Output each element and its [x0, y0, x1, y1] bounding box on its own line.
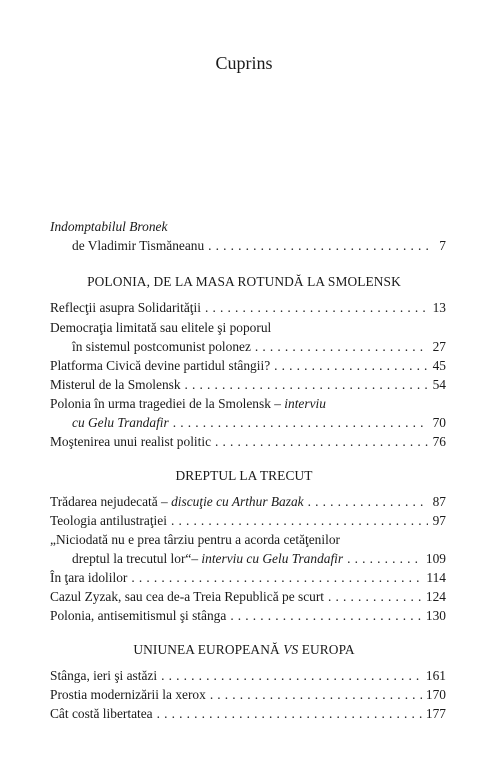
- toc-entry[interactable]: [50, 356, 446, 375]
- entry-title: Moştenirea unui realist politic: [50, 434, 212, 449]
- toc-entry[interactable]: [50, 318, 446, 356]
- entry-page: 70: [432, 415, 446, 430]
- entry-title: Prostia modernizării la xerox: [50, 687, 206, 702]
- entry-page: 27: [432, 339, 446, 354]
- section-heading: [0, 640, 488, 659]
- entry-title: „Niciodată nu e prea târziu pentru a acorda cetăţenilor: [50, 532, 340, 547]
- entry-page: 87: [432, 494, 446, 509]
- toc-entry[interactable]: [50, 394, 446, 432]
- entry-title: Platforma Civică devine partidul stângii?: [50, 358, 271, 373]
- entry-page: 76: [432, 434, 446, 449]
- leader-dots: [328, 587, 422, 606]
- section-heading-text: UNIUNEA EUROPEANĂ: [133, 642, 284, 657]
- entry-page: 109: [425, 551, 446, 566]
- toc-entry[interactable]: [50, 375, 446, 394]
- leader-dots: [131, 568, 422, 587]
- entry-title: Reflecţii asupra Solidarităţii: [50, 300, 201, 315]
- entry-title: Polonia în urma tragediei de la Smolensk –: [50, 396, 285, 411]
- entry-title: Democraţia limitată sau elitele şi poporul: [50, 320, 272, 335]
- leader-dots: [210, 685, 422, 704]
- leader-dots: [185, 375, 428, 394]
- entry-page: 124: [425, 589, 446, 604]
- leader-dots: [274, 356, 428, 375]
- entry-page: 170: [425, 687, 446, 702]
- entry-title: Cât costă libertatea: [50, 706, 153, 721]
- toc-entry[interactable]: [50, 492, 446, 511]
- entry-title: Indomptabilul Bronek: [50, 219, 168, 234]
- entry-page: 45: [432, 358, 446, 373]
- entry-title-italic: interviu cu Gelu Trandafir: [201, 551, 344, 566]
- section-heading: DREPTUL LA TRECUT: [175, 468, 313, 483]
- entry-title: Teologia antilustraţiei: [50, 513, 167, 528]
- leader-dots: [347, 549, 422, 568]
- toc-entry[interactable]: [50, 666, 446, 685]
- section-heading: POLONIA, DE LA MASA ROTUNDĂ LA SMOLENSK: [87, 274, 401, 289]
- leader-dots: [171, 511, 428, 530]
- entry-title-italic: discuţie cu Arthur Bazak: [171, 494, 304, 509]
- toc-entry[interactable]: [50, 298, 446, 317]
- entry-title: Cazul Zyzak, sau cea de-a Treia Republică pe scurt: [50, 589, 325, 604]
- entry-page: 130: [425, 608, 446, 623]
- entry-page: 114: [426, 570, 446, 585]
- entry-title: Stânga, ieri şi astăzi: [50, 668, 158, 683]
- entry-title: Misterul de la Smolensk: [50, 377, 181, 392]
- entry-title-cont: în sistemul postcomunist polonez: [72, 339, 251, 354]
- entry-line: [50, 217, 446, 236]
- entry-title: În ţara idolilor: [50, 570, 128, 585]
- entry-page: 161: [425, 668, 446, 683]
- entry-line: [50, 236, 446, 255]
- toc-entry-intro[interactable]: [50, 217, 446, 255]
- entry-author: de Vladimir Tismăneanu: [72, 238, 205, 253]
- leader-dots: [215, 432, 428, 451]
- entry-title-cont: cu Gelu Trandafir: [72, 415, 169, 430]
- entry-page: 7: [439, 238, 446, 253]
- entry-page: 97: [432, 513, 446, 528]
- toc-entry[interactable]: [50, 530, 446, 568]
- toc-entry[interactable]: [50, 432, 446, 451]
- entry-title-cont: dreptul la trecutul lor“–: [72, 551, 202, 566]
- toc-entry[interactable]: [50, 587, 446, 606]
- entry-page: 177: [425, 706, 446, 721]
- entry-page: 13: [432, 300, 446, 315]
- toc-entry[interactable]: [50, 606, 446, 625]
- entry-title: Polonia, antisemitismul şi stânga: [50, 608, 227, 623]
- page-title: Cuprins: [215, 53, 273, 73]
- leader-dots: [161, 666, 422, 685]
- toc-entry[interactable]: [50, 568, 446, 587]
- section-heading-italic: VS: [283, 642, 299, 657]
- toc-entry[interactable]: [50, 704, 446, 723]
- leader-dots: [230, 606, 422, 625]
- leader-dots: [308, 492, 428, 511]
- leader-dots: [205, 298, 428, 317]
- entry-title: Trădarea nejudecată –: [50, 494, 172, 509]
- section-heading-text: EUROPA: [298, 642, 355, 657]
- leader-dots: [173, 413, 428, 432]
- entry-title-italic: interviu: [284, 396, 326, 411]
- entry-page: 54: [432, 377, 446, 392]
- leader-dots: [255, 337, 428, 356]
- toc-entry[interactable]: [50, 685, 446, 704]
- leader-dots: [208, 236, 428, 255]
- leader-dots: [157, 704, 422, 723]
- toc-entry[interactable]: [50, 511, 446, 530]
